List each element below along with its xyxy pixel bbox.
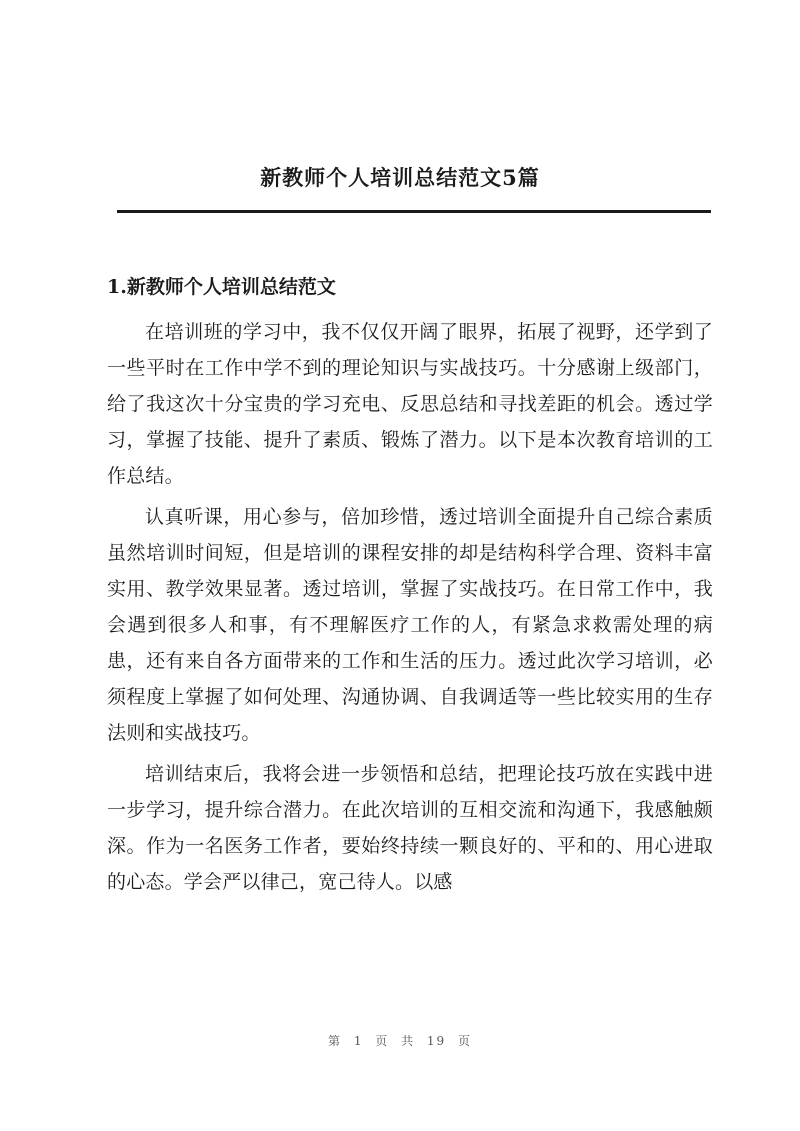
document-title: 新教师个人培训总结范文5篇 [260, 165, 540, 190]
paragraph: 在培训班的学习中，我不仅仅开阔了眼界，拓展了视野，还学到了一些平时在工作中学不到的理论知识与实战技巧。十分感谢上级部门，给了我这次十分宝贵的学习充电、反思总结和寻找差距的机会。透过学习，掌握了技能、提升了素质、锻炼了潜力。以下是本次教育培训的工作总结。 [107, 321, 713, 487]
section-heading: 1.新教师个人培训总结范文 [107, 276, 336, 298]
paragraph: 认真听课，用心参与，倍加珍惜，透过培训全面提升自己综合素质虽然培训时间短，但是培训的课程安排的却是结构科学合理、资料丰富实用、教学效果显著。透过培训，掌握了实战技巧。在日常工作中，我会遇到很多人和事，有不理解医疗工作的人，有紧急求救需处理的病患，还有来自各方面带来的工作和生活的压力。透过此次学习培训，必须程度上掌握了如何处理、沟通协调、自我调适等一些比较实用的生存法则和实战技巧。 [107, 506, 713, 744]
title-underline [117, 210, 711, 213]
paragraph: 培训结束后，我将会进一步领悟和总结，把理论技巧放在实践中进一步学习，提升综合潜力。在此次培训的互相交流和沟通下，我感触颇深。作为一名医务工作者，要始终持续一颗良好的、平和的、用心进取的心态。学会严以律己，宽己待人。以感 [107, 763, 713, 893]
page-number-footer: 第 1 页 共 19 页 [328, 1034, 472, 1048]
body-text [107, 314, 713, 905]
